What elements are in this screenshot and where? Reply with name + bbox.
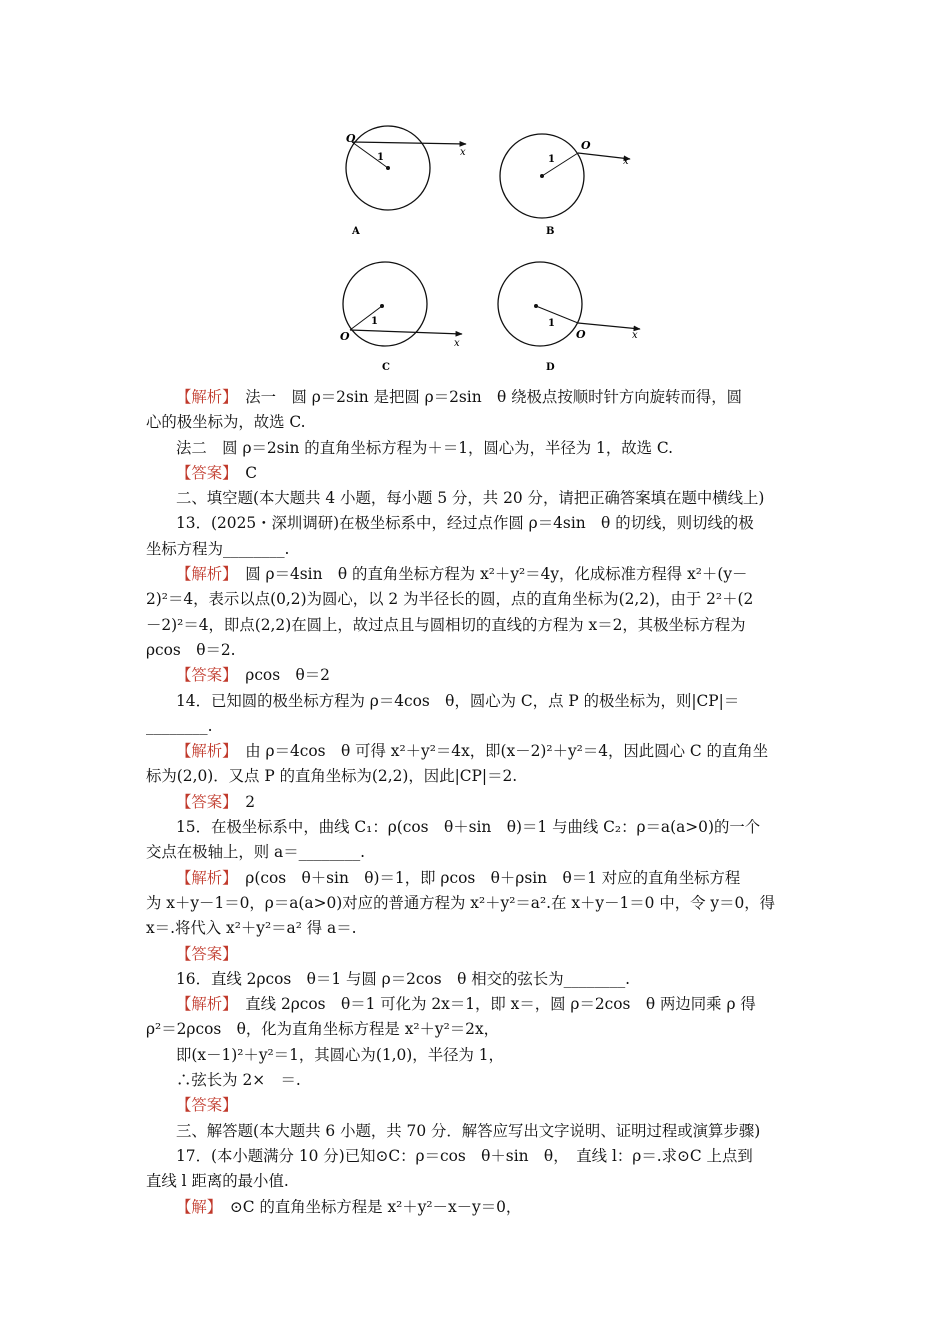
line-text: ρ²＝2ρcos θ，化为直角坐标方程是 x²＋y²＝2x， [146, 1020, 500, 1039]
line-text: 由 ρ＝4cos θ 可得 x²＋y²＝4x，即(x－2)²＋y²＝4，因此圆心 C 的直角坐 [229, 742, 769, 761]
radius-label-d: 1 [548, 318, 555, 329]
circle-diagrams [330, 122, 650, 378]
section-tag: 【解析】 [176, 868, 230, 887]
line-text: ________. [146, 716, 213, 735]
figure-a [346, 126, 466, 237]
origin-label-d: O [576, 328, 586, 341]
text-line [146, 461, 808, 486]
line-text: C [229, 463, 258, 482]
line-text: 17．(本小题满分 10 分)已知⊙C：ρ＝cos θ＋sin θ， 直线 l：ρ＝.求⊙C 上点到 [176, 1146, 753, 1165]
line-text: x＝.将代入 x²＋y²＝a² 得 a＝. [146, 919, 357, 938]
axis-label-a: x [460, 147, 466, 158]
line-text: 即(x－1)²＋y²＝1，其圆心为(1,0)，半径为 1， [176, 1045, 504, 1064]
text-line [146, 638, 808, 663]
text-line [146, 1017, 808, 1042]
text-line [146, 866, 808, 891]
text-line [146, 764, 808, 789]
line-text: 16．直线 2ρcos θ＝1 与圆 ρ＝2cos θ 相交的弦长为________. [176, 969, 631, 988]
line-text: 13．(2025・深圳调研)在极坐标系中，经过点作圆 ρ＝4sin θ 的切线，则切线的极 [176, 514, 754, 533]
line-text: ρcos θ＝2 [229, 666, 330, 685]
figure-grid [330, 122, 650, 378]
document-body [146, 385, 808, 1220]
section-tag: 【答案】 [176, 792, 230, 811]
line-text: 坐标方程为________. [146, 539, 290, 558]
text-line [146, 436, 808, 461]
text-line [146, 1043, 808, 1068]
line-text: ∴弦长为 2× ＝. [176, 1071, 301, 1090]
text-line [146, 714, 808, 739]
origin-label-c: O [340, 330, 350, 343]
radius-label-a: 1 [377, 152, 384, 163]
section-tag: 【解】 [176, 1197, 215, 1216]
figure-c [340, 262, 462, 373]
text-line [146, 891, 808, 916]
radius-label-c: 1 [371, 316, 378, 327]
text-line [146, 537, 808, 562]
line-text: 二、填空题(本大题共 4 小题，每小题 5 分，共 20 分，请把正确答案填在题中横线上) [176, 489, 765, 508]
text-line [146, 1068, 808, 1093]
text-line [146, 1169, 808, 1194]
line-text: 2)²＝4，表示以点(0,2)为圆心，以 2 为半径长的圆，点的直角坐标为(2,2)，由于 2²＋(2 [146, 590, 754, 609]
text-line [146, 967, 808, 992]
text-line [146, 942, 808, 967]
figure-b [500, 134, 630, 237]
text-line [146, 739, 808, 764]
origin-label-a: O [346, 132, 356, 145]
line-text: －2)²＝4，即点(2,2)在圆上，故过点且与圆相切的直线的方程为 x＝2，其极坐标方程为 [146, 615, 746, 634]
label-a: A [352, 226, 360, 237]
section-tag: 【答案】 [176, 1096, 238, 1115]
text-line [146, 1195, 808, 1220]
text-line [146, 815, 808, 840]
radius-label-b: 1 [548, 154, 555, 165]
section-tag: 【解析】 [176, 742, 230, 761]
line-text: 直线 l 距离的最小值. [146, 1172, 289, 1191]
figure-d [498, 262, 640, 373]
text-line [146, 613, 808, 638]
text-line [146, 916, 808, 941]
text-line [146, 511, 808, 536]
section-tag: 【答案】 [176, 463, 230, 482]
line-text: 法一 圆 ρ＝2sin 是把圆 ρ＝2sin θ 绕极点按顺时针方向旋转而得，圆 [229, 388, 743, 406]
axis-label-d: x [632, 330, 638, 341]
text-line [146, 1093, 808, 1118]
text-line [146, 689, 808, 714]
text-line [146, 562, 808, 587]
line-text: 法二 圆 ρ＝2sin 的直角坐标方程为＋＝1，圆心为，半径为 1，故选 C. [176, 438, 674, 457]
text-line [146, 1144, 808, 1169]
section-tag: 【解析】 [176, 388, 230, 406]
line-text: 为 x＋y－1＝0，ρ＝a(a>0)对应的普通方程为 x²＋y²＝a².在 x＋y－1＝0 中，令 y＝0，得 [146, 893, 776, 912]
text-line [146, 840, 808, 865]
label-b: B [546, 226, 555, 237]
text-line [146, 410, 808, 435]
text-line [146, 486, 808, 511]
line-text: 交点在极轴上，则 a＝________. [146, 843, 366, 862]
line-text: 圆 ρ＝4sin θ 的直角坐标方程为 x²＋y²＝4y，化成标准方程得 x²＋(y－ [229, 565, 748, 584]
section-tag: 【解析】 [176, 995, 230, 1014]
label-c: C [382, 362, 390, 373]
text-line [146, 1119, 808, 1144]
line-text: ρcos θ＝2. [146, 640, 236, 659]
origin-label-b: O [581, 139, 591, 152]
section-tag: 【答案】 [176, 944, 238, 963]
text-line [146, 790, 808, 815]
line-text: 标为(2,0)．又点 P 的直角坐标为(2,2)，因此|CP|＝2. [146, 767, 518, 786]
line-text: ⊙C 的直角坐标方程是 x²＋y²－x－y＝0， [214, 1197, 522, 1216]
text-line [146, 385, 808, 410]
line-text: ρ(cos θ＋sin θ)＝1，即 ρcos θ＋ρsin θ＝1 对应的直角坐标方程 [229, 868, 741, 887]
line-text: 2 [229, 792, 256, 811]
line-text: 心的极坐标为，故选 C. [146, 413, 306, 432]
line-text: 15．在极坐标系中，曲线 C₁：ρ(cos θ＋sin θ)＝1 与曲线 C₂：ρ＝a(a>0)的一个 [176, 818, 761, 837]
section-tag: 【解析】 [176, 565, 230, 584]
line-text: 14．已知圆的极坐标方程为 ρ＝4cos θ，圆心为 C，点 P 的极坐标为，则|CP|＝ [176, 691, 740, 710]
axis-label-b: x [623, 156, 629, 167]
section-tag: 【答案】 [176, 666, 230, 685]
text-line [146, 992, 808, 1017]
text-line [146, 663, 808, 688]
line-text: 三、解答题(本大题共 6 小题，共 70 分．解答应写出文字说明、证明过程或演算步骤) [176, 1121, 761, 1140]
line-text: 直线 2ρcos θ＝1 可化为 2x＝1，即 x＝，圆 ρ＝2cos θ 两边同乘 ρ 得 [229, 995, 756, 1014]
label-d: D [546, 362, 555, 373]
text-line [146, 587, 808, 612]
axis-label-c: x [454, 338, 460, 349]
